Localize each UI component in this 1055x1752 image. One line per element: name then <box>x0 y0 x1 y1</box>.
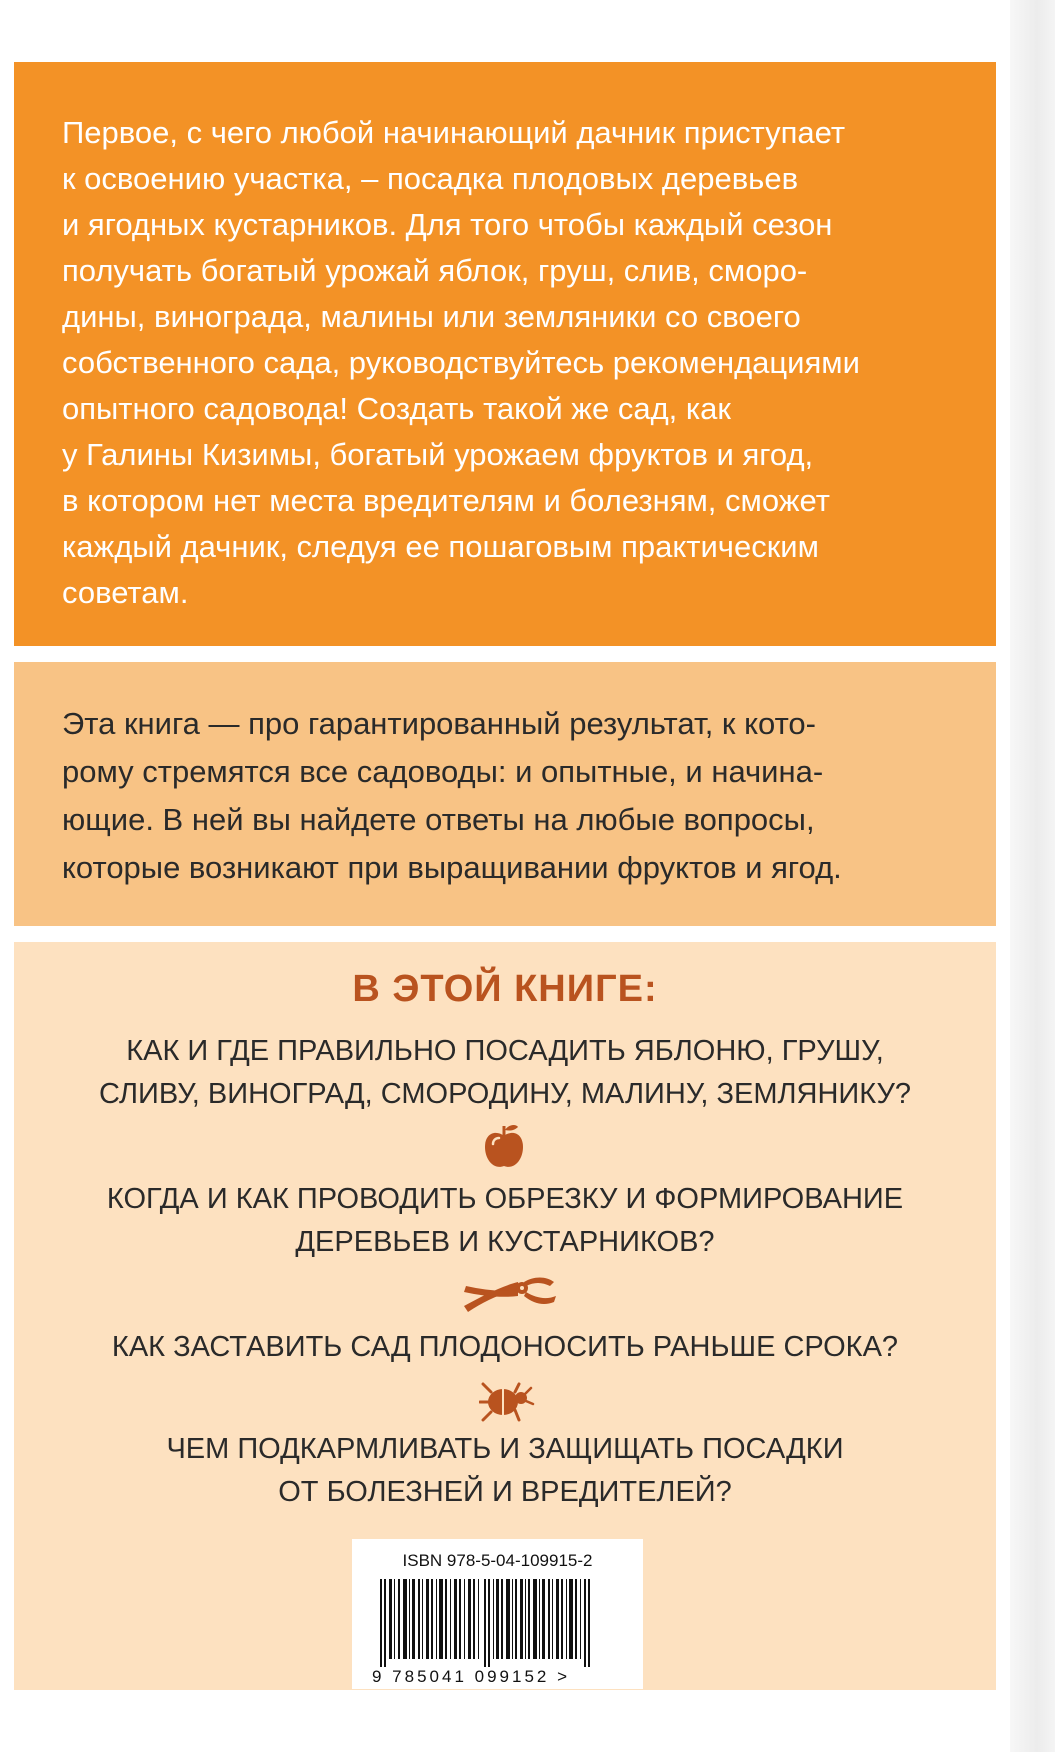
intro-line: получать богатый урожай яблок, груш, слив, сморо- <box>62 253 808 288</box>
contents-heading: В ЭТОЙ КНИГЕ: <box>352 968 658 1010</box>
intro-line: Первое, с чего любой начинающий дачник приступает <box>62 115 846 150</box>
summary-line: Эта книга — про гарантированный результат, к кото- <box>62 706 816 741</box>
question-4 <box>14 1428 996 1514</box>
page-edge-shadow <box>1010 0 1055 1752</box>
summary-line: рому стремятся все садоводы: и опытные, и начина- <box>62 754 824 789</box>
intro-line: и ягодных кустарников. Для того чтобы каждый сезон <box>62 207 833 242</box>
summary-line: которые возникают при выращивании фруктов и ягод. <box>62 850 842 885</box>
beetle-icon <box>479 1376 535 1424</box>
summary-paragraph <box>62 700 948 892</box>
question-line: ОТ БОЛЕЗНЕЙ И ВРЕДИТЕЛЕЙ? <box>278 1476 732 1508</box>
intro-line: советам. <box>62 575 189 610</box>
intro-line: опытного садовода! Создать такой же сад, как <box>62 391 731 426</box>
intro-line: собственного сада, руководствуйтесь рекомендациями <box>62 345 860 380</box>
question-line: ЧЕМ ПОДКАРМЛИВАТЬ И ЗАЩИЩАТЬ ПОСАДКИ <box>166 1433 844 1465</box>
pruner-icon <box>462 1272 558 1316</box>
summary-panel <box>14 662 996 926</box>
intro-line: у Галины Кизимы, богатый урожаем фруктов и ягод, <box>62 437 814 472</box>
intro-line: к освоению участка, – посадка плодовых деревьев <box>62 161 799 196</box>
question-line: КАК И ГДЕ ПРАВИЛЬНО ПОСАДИТЬ ЯБЛОНЮ, ГРУШУ, <box>126 1035 884 1067</box>
summary-line: ющие. В ней вы найдете ответы на любые вопросы, <box>62 802 815 837</box>
question-line: СЛИВУ, ВИНОГРАД, СМОРОДИНУ, МАЛИНУ, ЗЕМЛЯНИКУ? <box>98 1078 912 1110</box>
barcode-bars <box>380 1579 615 1667</box>
apple-icon <box>479 1122 529 1172</box>
question-line: КАК ЗАСТАВИТЬ САД ПЛОДОНОСИТЬ РАНЬШЕ СРОКА? <box>111 1331 899 1363</box>
question-3 <box>14 1326 996 1369</box>
isbn-number: ISBN 978-5-04-109915-2 <box>402 1551 593 1570</box>
intro-line: дины, винограда, малины или земляники со своего <box>62 299 801 334</box>
intro-line: каждый дачник, следуя ее пошаговым практическим <box>62 529 819 564</box>
intro-paragraph <box>62 110 948 616</box>
barcode-digits: 9 785041 099152 > <box>372 1667 571 1686</box>
question-1 <box>14 1030 996 1116</box>
question-line: ДЕРЕВЬЕВ И КУСТАРНИКОВ? <box>295 1226 715 1258</box>
question-line: КОГДА И КАК ПРОВОДИТЬ ОБРЕЗКУ И ФОРМИРОВАНИЕ <box>106 1183 904 1215</box>
intro-panel <box>14 62 996 646</box>
question-2 <box>14 1178 996 1264</box>
barcode <box>352 1539 643 1689</box>
intro-line: в котором нет места вредителям и болезням, сможет <box>62 483 830 518</box>
